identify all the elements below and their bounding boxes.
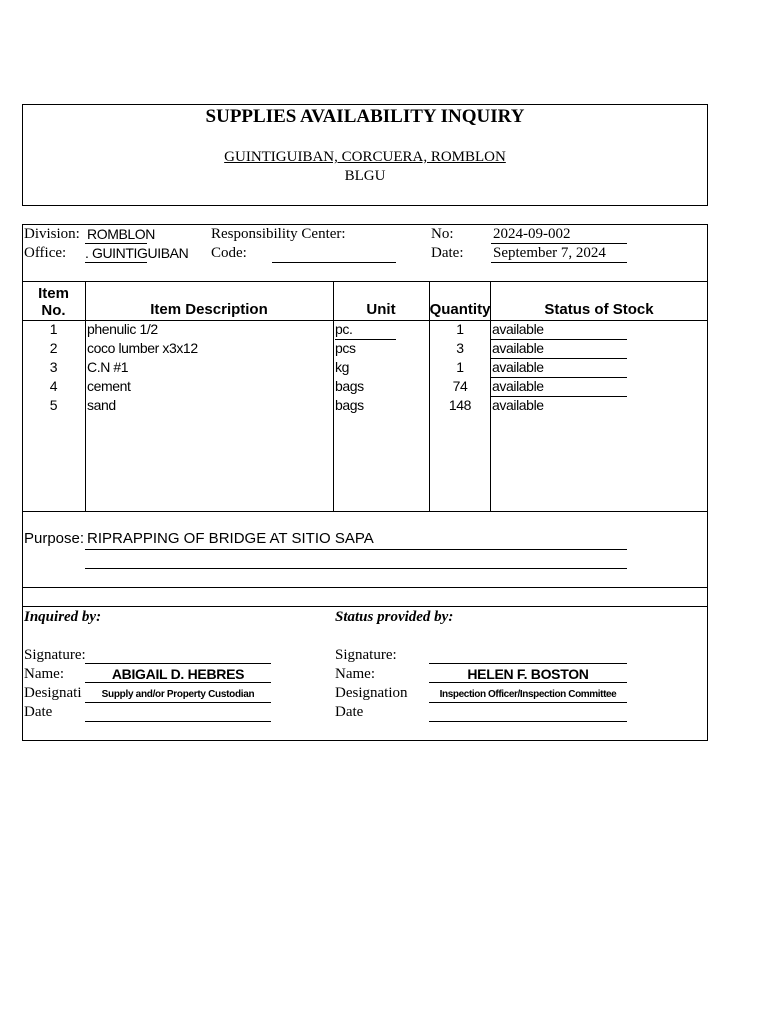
unit-underline xyxy=(335,339,396,340)
division-label: Division: xyxy=(24,226,80,242)
row-description: C.N #1 xyxy=(87,359,129,375)
status-provider-date-line xyxy=(429,721,627,722)
division-value: ROMBLON xyxy=(87,226,155,242)
no-label: No: xyxy=(431,226,454,242)
inquired-designation-label: Designati xyxy=(24,685,82,701)
code-label: Code: xyxy=(211,245,247,261)
row-description: sand xyxy=(87,397,116,413)
status-provider-name: HELEN F. BOSTON xyxy=(467,666,589,682)
inquired-designation-line xyxy=(85,702,271,703)
row-quantity: 74 xyxy=(452,378,468,394)
purpose-label: Purpose: xyxy=(24,530,85,547)
column-header-unit: Unit xyxy=(366,301,396,318)
row-quantity: 1 xyxy=(456,359,464,375)
purpose-bottom-border xyxy=(22,587,708,588)
row-quantity: 3 xyxy=(456,340,464,356)
row-status: available xyxy=(492,397,544,413)
office-value: . GUINTIGUIBAN xyxy=(85,245,189,261)
signature-top-border xyxy=(22,606,708,607)
column-header-quantity: Quantity xyxy=(429,301,491,318)
inquired-name: ABIGAIL D. HEBRES xyxy=(111,666,245,682)
date-underline xyxy=(491,262,627,263)
row-unit: pc. xyxy=(335,321,353,337)
status-provider-designation: Inspection Officer/Inspection Committee xyxy=(439,689,617,700)
purpose-underline-1 xyxy=(85,549,627,550)
row-item-no: 1 xyxy=(49,321,58,337)
inquired-name-line xyxy=(85,682,271,683)
status-underline xyxy=(491,358,627,359)
row-status: available xyxy=(492,378,544,394)
row-description: phenulic 1/2 xyxy=(87,321,158,337)
status-provider-heading: Status provided by: xyxy=(335,609,454,625)
division-underline xyxy=(85,243,147,244)
subtitle: BLGU xyxy=(344,168,386,184)
status-provider-name-line xyxy=(429,682,627,683)
date-label: Date: xyxy=(431,245,464,261)
status-underline xyxy=(491,396,627,397)
inquired-heading: Inquired by: xyxy=(24,609,102,625)
status-provider-designation-label: Designation xyxy=(335,685,408,701)
responsibility-center-label: Responsibility Center: xyxy=(211,226,346,242)
code-underline xyxy=(272,262,396,263)
table-bottom-border xyxy=(22,511,708,512)
row-unit: pcs xyxy=(335,340,356,356)
inquired-designation: Supply and/or Property Custodian xyxy=(101,689,255,700)
status-provider-signature-line xyxy=(429,663,627,664)
inquired-date-label: Date xyxy=(24,704,53,720)
row-status: available xyxy=(492,340,544,356)
row-item-no: 5 xyxy=(49,397,58,413)
row-unit: bags xyxy=(335,378,364,394)
status-provider-date-label: Date xyxy=(335,704,364,720)
row-item-no: 3 xyxy=(49,359,58,375)
date-value: September 7, 2024 xyxy=(493,245,606,261)
row-item-no: 2 xyxy=(49,340,58,356)
no-value: 2024-09-002 xyxy=(493,226,571,242)
purpose-value: RIPRAPPING OF BRIDGE AT SITIO SAPA xyxy=(87,530,374,547)
row-quantity: 1 xyxy=(456,321,464,337)
inquired-signature-line xyxy=(85,663,271,664)
row-description: cement xyxy=(87,378,131,394)
status-provider-signature-label: Signature: xyxy=(335,647,397,663)
status-provider-name-label: Name: xyxy=(335,666,375,682)
page-title: SUPPLIES AVAILABILITY INQUIRY xyxy=(205,106,525,127)
column-header-status: Status of Stock xyxy=(544,301,654,318)
purpose-underline-2 xyxy=(85,568,627,569)
column-header-description: Item Description xyxy=(150,301,268,318)
inquired-date-line xyxy=(85,721,271,722)
location-heading xyxy=(22,148,708,166)
row-item-no: 4 xyxy=(49,378,58,394)
row-quantity: 148 xyxy=(448,397,472,413)
status-provider-designation-line xyxy=(429,702,627,703)
column-header-item-no-line2: No. xyxy=(41,302,66,319)
row-unit: bags xyxy=(335,397,364,413)
location-text: GUINTIGUIBAN, CORCUERA, ROMBLON xyxy=(224,149,506,165)
column-header-item-no xyxy=(22,285,85,319)
inquired-name-label: Name: xyxy=(24,666,64,682)
row-description: coco lumber x3x12 xyxy=(87,340,198,356)
row-status: available xyxy=(492,359,544,375)
office-underline xyxy=(85,262,147,263)
table-top-border xyxy=(22,281,708,282)
row-unit: kg xyxy=(335,359,349,375)
status-underline xyxy=(491,339,627,340)
row-status: available xyxy=(492,321,544,337)
inquired-signature-label: Signature: xyxy=(24,647,86,663)
column-header-item-no-line1: Item xyxy=(38,285,69,302)
status-underline xyxy=(491,377,627,378)
office-label: Office: xyxy=(24,245,67,261)
